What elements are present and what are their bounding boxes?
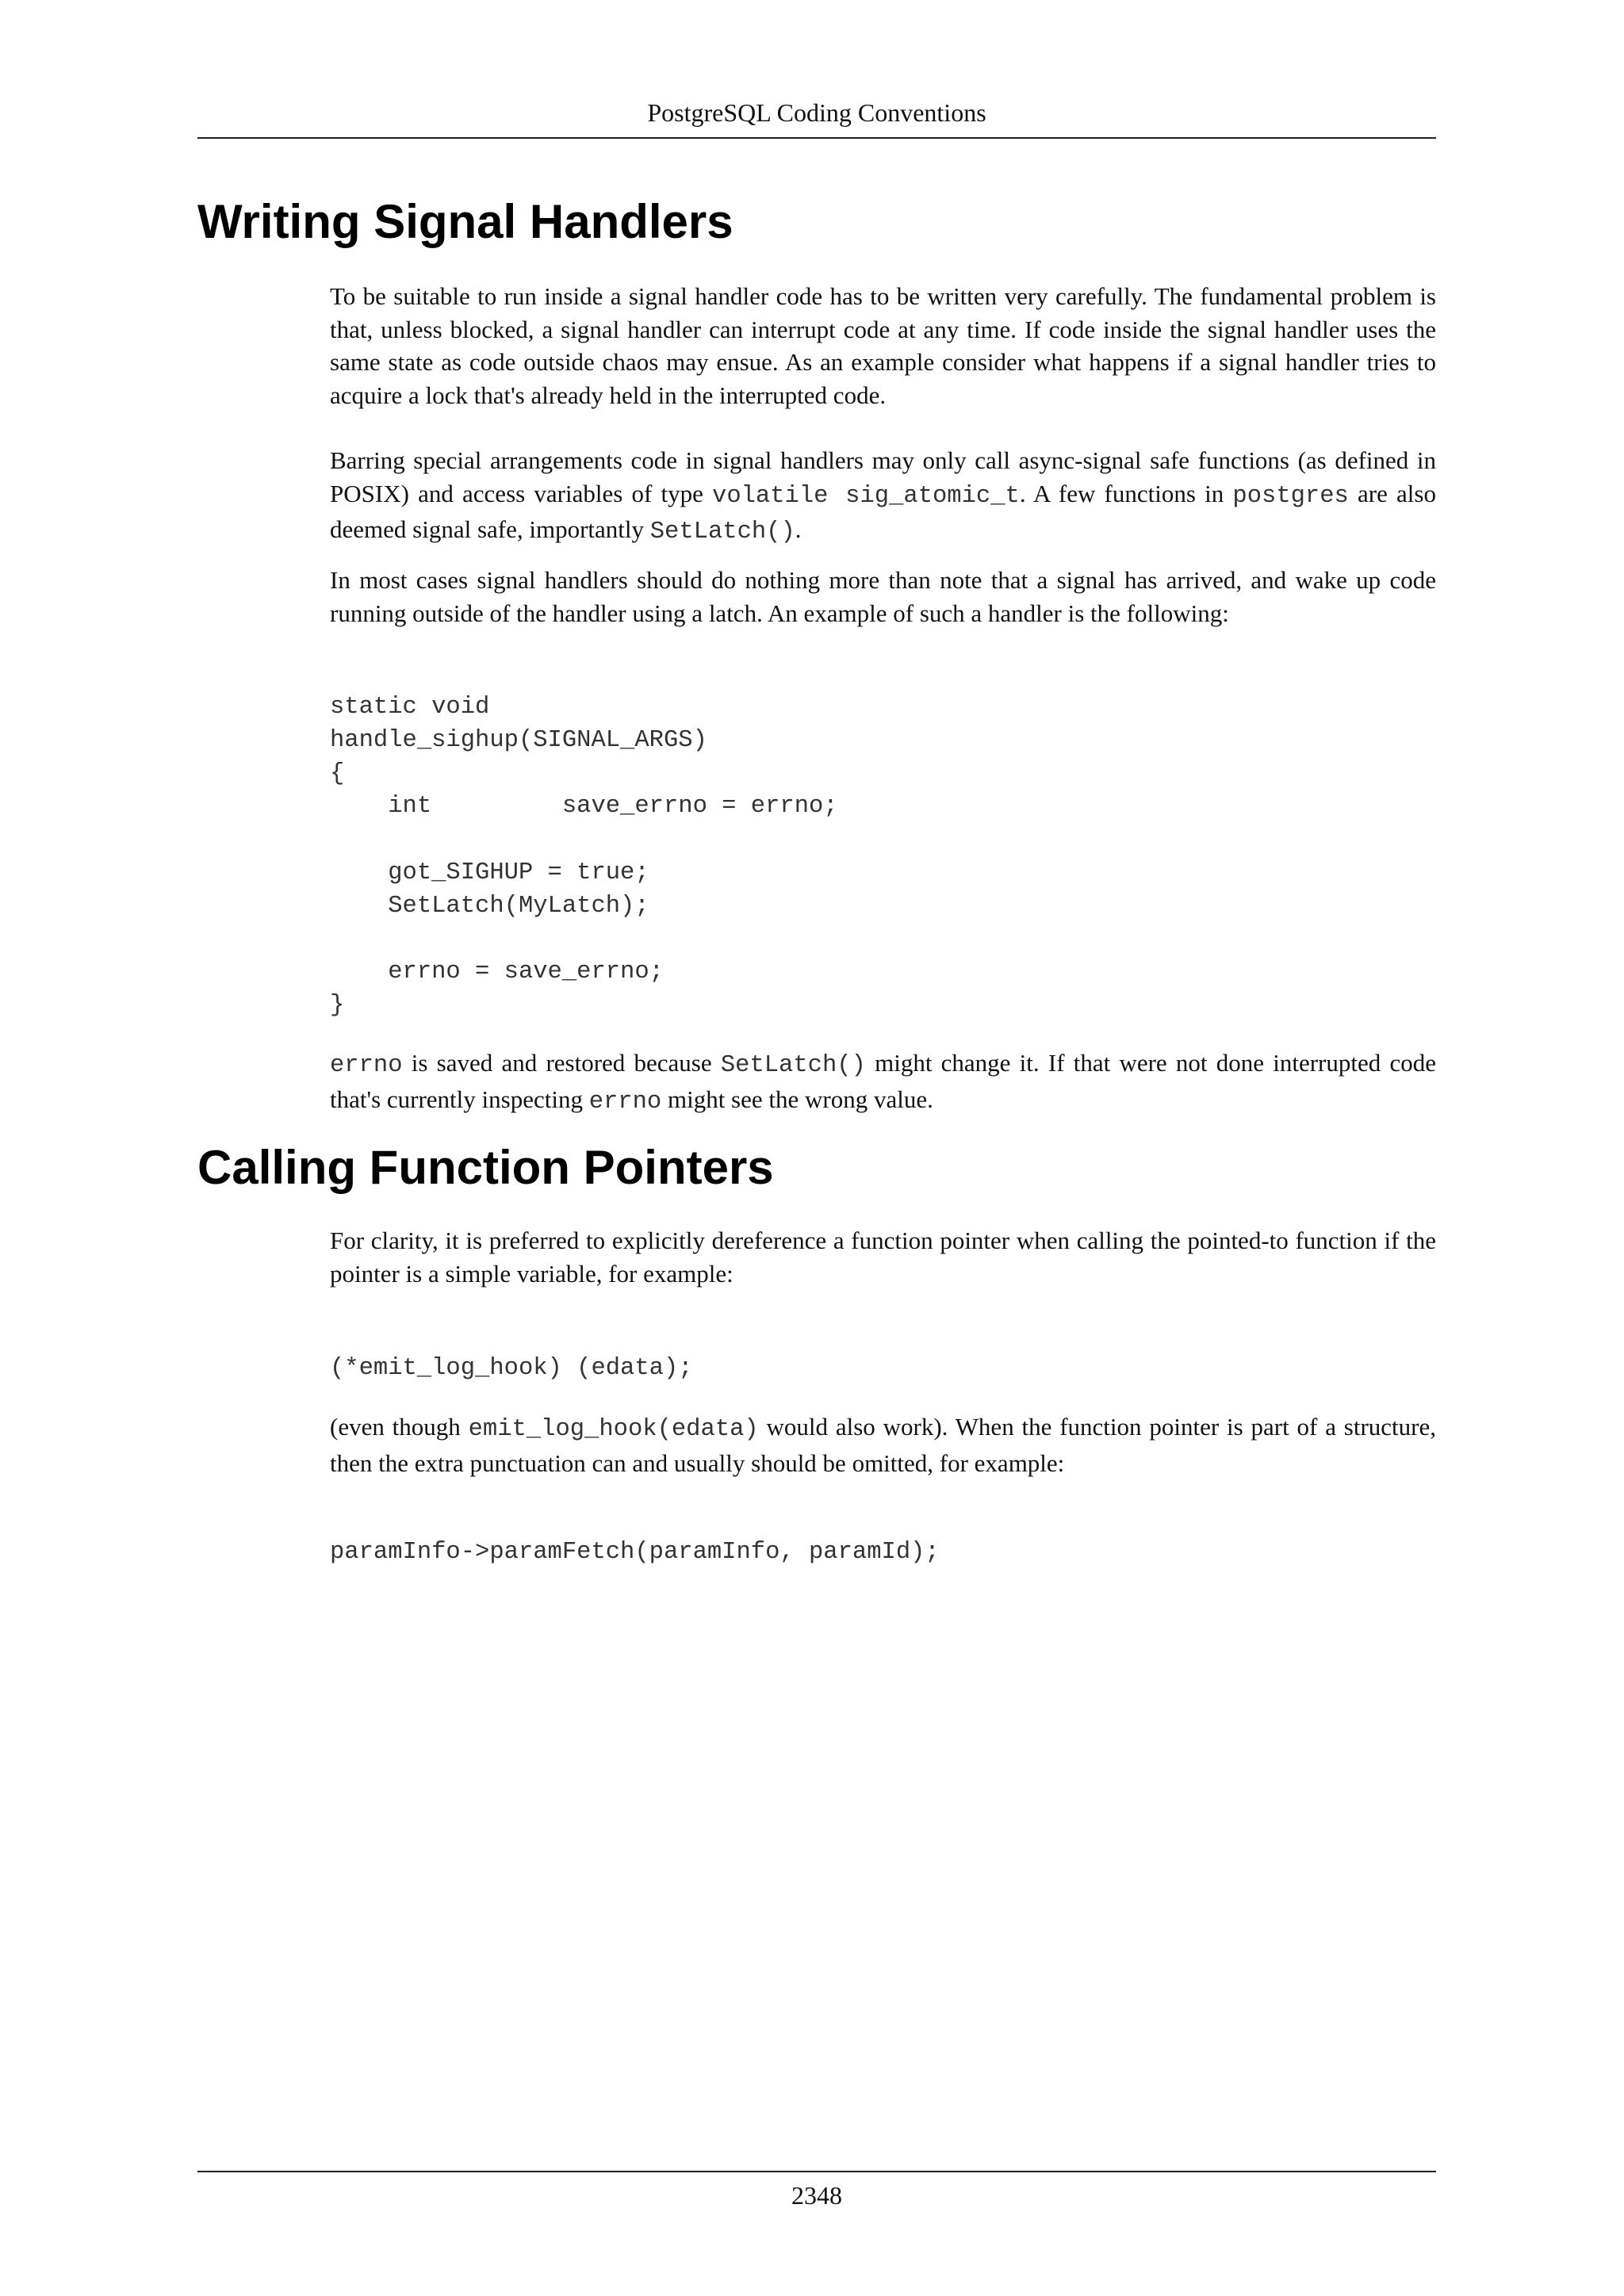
heading-calling-function-pointers: Calling Function Pointers — [197, 1141, 774, 1194]
text-run: would also work). When the function pointer is part of a structure, then the extra punctuation can and usually should be omitted, for example: — [330, 1413, 1436, 1477]
paragraph-signal-intro: To be suitable to run inside a signal handler code has to be written very carefully. The fundamental problem is that, unless blocked, a signal handler can interrupt code at any time. If code inside the signal handler uses the same state as code outside chaos may ensue. As an example consider what happens if a signal handler tries to acquire a lock that's already held in the interrupted code. — [330, 282, 1436, 409]
paragraph-structure-member — [330, 1410, 1436, 1479]
code-setlatch: SetLatch() — [720, 1052, 866, 1079]
text-run: might see the wrong value. — [661, 1085, 933, 1113]
paragraph-latch-handler: In most cases signal handlers should do nothing more than note that a signal has arrived, and wake up code running outside of the handler using a latch. An example of such a handler is the following: — [330, 566, 1436, 627]
code-postgres: postgres — [1232, 482, 1349, 510]
page-number: 2348 — [791, 2181, 842, 2210]
code-volatile-sig-atomic: volatile sig_atomic_t — [712, 482, 1020, 510]
text-run: might change it. If that were not done interrupted code that's currently inspecting — [330, 1049, 1436, 1113]
code-param-fetch: paramInfo->paramFetch(paramInfo, paramId); — [330, 1539, 940, 1566]
text-run: is saved and restored because — [402, 1049, 721, 1077]
text-run: . A few functions in — [1019, 479, 1233, 507]
heading-writing-signal-handlers: Writing Signal Handlers — [197, 195, 733, 248]
footer-rule — [197, 2171, 1436, 2172]
paragraph-async-signal-safe — [330, 444, 1436, 549]
header-rule — [197, 137, 1436, 139]
text-run: . — [795, 515, 802, 543]
text-run: are also deemed signal safe, importantly — [330, 479, 1436, 543]
paragraph-dereference: For clarity, it is preferred to explicitly dereference a function pointer when calling the pointed-to function if the pointer is a simple variable, for example: — [330, 1226, 1436, 1288]
code-block-handle-sighup: static void handle_sighup(SIGNAL_ARGS) { int save_errno = errno; got_SIGHUP = true; SetLatch(MyLatch); errno = save_errno; } — [330, 694, 838, 1020]
code-errno: errno — [330, 1052, 403, 1079]
code-setlatch: SetLatch() — [649, 519, 795, 545]
code-emit-log-hook-inline: emit_log_hook(edata) — [468, 1416, 759, 1443]
code-emit-log-hook: (*emit_log_hook) (edata); — [330, 1355, 693, 1382]
text-run: (even though — [330, 1413, 469, 1441]
paragraph-errno-saved — [330, 1047, 1436, 1119]
code-errno: errno — [588, 1088, 662, 1115]
running-header: PostgreSQL Coding Conventions — [647, 98, 986, 127]
text-run: Barring special arrangements code in signal handlers may only call async-signal safe functions (as defined in POSIX) and access variables of type — [330, 446, 1436, 507]
